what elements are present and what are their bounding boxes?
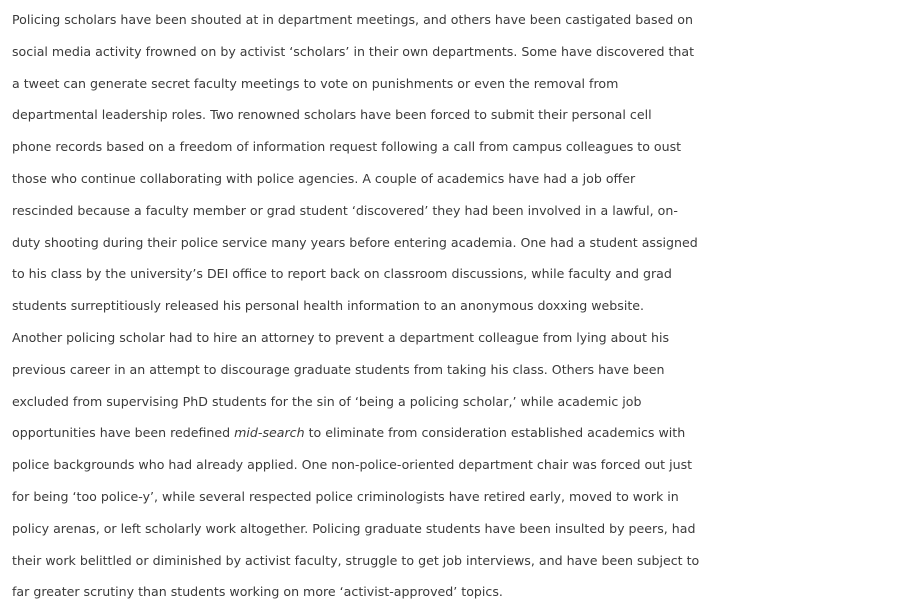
paragraph-line: a tweet can generate secret faculty meetings to vote on punishments or even the removal from [12,75,619,91]
paragraph-line: policy arenas, or left scholarly work altogether. Policing graduate students have been insulted by peers, had [12,520,696,536]
paragraph-line: previous career in an attempt to discourage graduate students from taking his class. Others have been [12,361,665,377]
paragraph-line: police backgrounds who had already applied. One non-police-oriented department chair was forced out just [12,457,693,473]
article-paragraph [12,4,911,608]
paragraph-line: Another policing scholar had to hire an attorney to prevent a department colleague from lying about his [12,329,670,345]
paragraph-line: duty shooting during their police service many years before entering academia. One had a student assigned [12,234,698,250]
paragraph-line: those who continue collaborating with police agencies. A couple of academics have had a job offer [12,170,636,186]
paragraph-line: students surreptitiously released his personal health information to an anonymous doxxing website. [12,298,645,314]
paragraph-line: phone records based on a freedom of information request following a call from campus colleagues to oust [12,139,682,155]
paragraph-line: far greater scrutiny than students working on more ‘activist-approved’ topics. [12,584,503,600]
paragraph-line: for being ‘too police-y’, while several respected police criminologists have retired early, moved to work in [12,488,679,504]
paragraph-line: rescinded because a faculty member or grad student ‘discovered’ they had been involved in a lawful, on- [12,202,678,218]
paragraph-line: social media activity frowned on by activist ‘scholars’ in their own departments. Some have discovered that [12,43,695,59]
paragraph-line: departmental leadership roles. Two renowned scholars have been forced to submit their personal cell [12,107,652,123]
paragraph-line: to his class by the university’s DEI office to report back on classroom discussions, while faculty and grad [12,266,672,282]
paragraph-line: their work belittled or diminished by activist faculty, struggle to get job interviews, and have been subject to [12,552,700,568]
line-text-before: opportunities have been redefined [12,425,235,441]
line-text-after: to eliminate from consideration established academics with [304,425,686,441]
paragraph-line: excluded from supervising PhD students for the sin of ‘being a policing scholar,’ while academic job [12,393,642,409]
emphasis-text: mid-search [234,425,305,441]
paragraph-line-emphasis [12,417,911,449]
paragraph-line: Policing scholars have been shouted at in department meetings, and others have been castigated based on [12,12,693,27]
